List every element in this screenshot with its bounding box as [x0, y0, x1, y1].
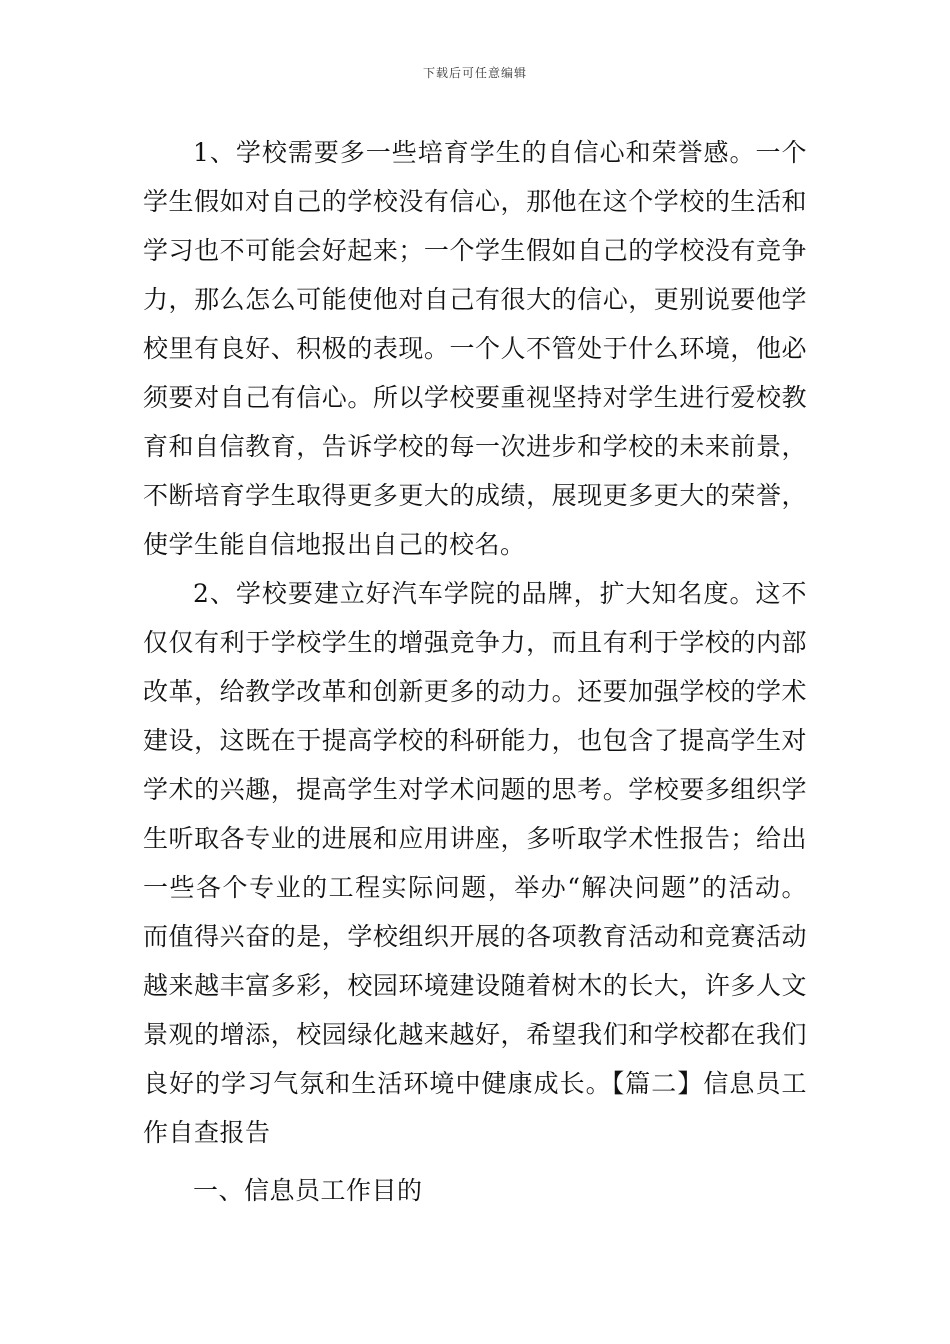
paragraph-1: 1、学校需要多一些培育学生的自信心和荣誉感。一个学生假如对自己的学校没有信心，那他在这个学校的生活和学习也不可能会好起来；一个学生假如自己的学校没有竞争力，那么怎么可能使他对自己有很大的信心，更别说要他学校里有良好、积极的表现。一个人不管处于什么环境，他必须要对自己有信心。所以学校要重视坚持对学生进行爱校教育和自信教育，告诉学校的每一次进步和学校的未来前景，不断培育学生取得更多更大的成绩，展现更多更大的荣誉，使学生能自信地报出自己的校名。	[143, 138, 807, 559]
section-heading: 一、信息员工作目的	[193, 1176, 423, 1205]
paragraph-2: 2、学校要建立好汽车学院的品牌，扩大知名度。这不仅仅有利于学校学生的增强竞争力，而且有利于学校的内部改革，给教学改革和创新更多的动力。还要加强学校的学术建设，这既在于提高学校的科研能力，也包含了提高学生对学术的兴趣，提高学生对学术问题的思考。学校要多组织学生听取各专业的进展和应用讲座，多听取学术性报告；给出一些各个专业的工程实际问题，举办“解决问题”的活动。而值得兴奋的是，学校组织开展的各项教育活动和竞赛活动越来越丰富多彩，校园环境建设随着树木的长大，许多人文景观的增添，校园绿化越来越好，希望我们和学校都在我们良好的学习气氛和生活环境中健康成长。【篇二】信息员工作自查报告	[143, 579, 807, 1147]
page-header-note: 下载后可任意编辑	[422, 66, 527, 80]
document-body	[143, 128, 807, 1215]
